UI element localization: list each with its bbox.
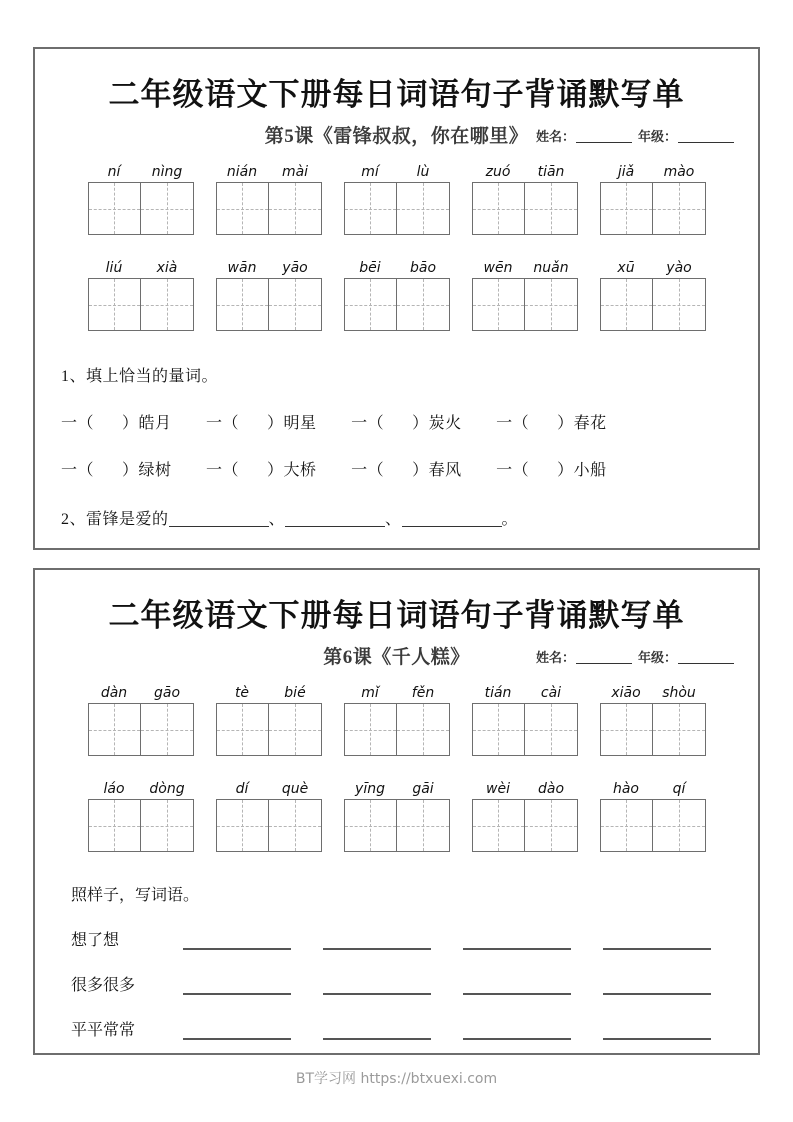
tianzige-cell[interactable] [269,278,322,331]
lesson-title-2: 第6课《千人糕》 [323,647,470,668]
tianzige-cells [472,799,578,852]
tianzige-cell[interactable] [344,278,397,331]
page-title-1: 二年级语文下册每日词语句子背诵默写单 [108,77,685,112]
tianzige-cell[interactable] [216,703,269,756]
word-group [472,684,578,756]
page-title-2: 二年级语文下册每日词语句子背诵默写单 [108,598,685,633]
tianzige-cell[interactable] [472,799,525,852]
pinyin-syllable: bāo [409,260,437,276]
tianzige-cells [472,182,578,235]
write-words-blank[interactable] [323,1022,431,1040]
tianzige-cells [88,703,194,756]
pinyin-pair [600,163,706,182]
pinyin-grid-row [35,259,758,331]
measure-word-item [61,410,172,433]
pinyin-syllable: dào [537,781,565,797]
measure-word-item [496,457,607,480]
name-input-blank-2[interactable] [576,651,632,664]
word-group [216,780,322,852]
pinyin-syllable: nuǎn [533,260,569,276]
write-words-row [61,972,732,995]
write-words-blank[interactable] [323,977,431,995]
write-words-blank[interactable] [463,932,571,950]
pinyin-syllable: láo [103,781,125,797]
tianzige-cell[interactable] [216,182,269,235]
pinyin-pair [344,163,450,182]
write-words-blank[interactable] [463,1022,571,1040]
word-group [600,684,706,756]
student-meta-2 [536,647,740,666]
pinyin-pair [344,780,450,799]
tianzige-cell[interactable] [88,703,141,756]
word-group [216,163,322,235]
lesson-title-1: 第5课《雷锋叔叔，你在哪里》 [264,126,529,147]
exercise-2-blank[interactable] [402,512,502,527]
tianzige-cell[interactable] [653,278,706,331]
tianzige-cell[interactable] [600,799,653,852]
subtitle-row-1 [35,121,758,151]
tianzige-cell[interactable] [653,182,706,235]
tianzige-cell[interactable] [216,278,269,331]
measure-word-item [496,410,607,433]
pinyin-syllable: zuó [485,164,511,180]
tianzige-cells [88,278,194,331]
tianzige-cells [472,703,578,756]
tianzige-cell[interactable] [525,278,578,331]
pinyin-syllable: lù [416,164,430,180]
write-words-blank[interactable] [183,977,291,995]
measure-prefix: 一（ [61,462,95,479]
pinyin-syllable: xiāo [611,685,641,701]
measure-prefix: 一（ [496,462,530,479]
measure-suffix: ）大桥 [267,462,317,479]
measure-suffix: ）春风 [412,462,462,479]
tianzige-cell[interactable] [653,703,706,756]
write-words-blank[interactable] [603,977,711,995]
measure-prefix: 一（ [206,415,240,432]
word-group [472,163,578,235]
write-words-label: 想了想 [71,932,120,949]
tianzige-cell[interactable] [525,182,578,235]
tianzige-cell[interactable] [344,703,397,756]
pinyin-syllable: tè [234,685,250,701]
tianzige-cell[interactable] [269,182,322,235]
student-meta-1 [536,126,740,145]
pinyin-syllable: liú [105,260,123,276]
tianzige-cell[interactable] [88,182,141,235]
pinyin-syllable: fěn [411,685,435,701]
pinyin-syllable: bié [284,685,306,701]
word-group [600,259,706,331]
pinyin-syllable: wēn [483,260,513,276]
pinyin-syllable: yīng [355,781,385,797]
word-group [88,780,194,852]
tianzige-cells [344,182,450,235]
grade-input-blank-2[interactable] [678,651,734,664]
grade-label-1: 年级： [637,129,677,144]
pinyin-pair [88,259,194,278]
tianzige-cell[interactable] [525,703,578,756]
tianzige-cell[interactable] [269,703,322,756]
exercise-section-1 [35,363,758,529]
tianzige-cells [88,182,194,235]
grade-input-blank-1[interactable] [678,130,734,143]
tianzige-cell[interactable] [397,703,450,756]
pinyin-syllable: dàn [100,685,128,701]
tianzige-cells [216,182,322,235]
word-group [216,684,322,756]
word-group [344,163,450,235]
measure-word-row [61,457,732,480]
tianzige-cells [600,182,706,235]
pinyin-syllable: xū [617,260,635,276]
tianzige-cell[interactable] [216,799,269,852]
pinyin-pair [216,163,322,182]
pinyin-syllable: cài [540,685,562,701]
word-group [344,780,450,852]
measure-word-item [61,457,172,480]
tianzige-cell[interactable] [472,182,525,235]
tianzige-cell[interactable] [141,182,194,235]
tianzige-cell[interactable] [600,182,653,235]
measure-suffix: ）春花 [557,415,607,432]
tianzige-cell[interactable] [600,278,653,331]
pinyin-pair [344,684,450,703]
write-words-blank[interactable] [603,932,711,950]
pinyin-syllable: mào [663,164,695,180]
pinyin-syllable: yào [666,260,692,276]
exercise-2-row [61,506,732,529]
exercise-1-heading: 1、填上恰当的量词。 [61,368,219,385]
exercise-2-separator: 、 [268,511,286,528]
footer-watermark: BT学习网 https://btxuexi.com [295,1071,498,1087]
tianzige-cell[interactable] [397,799,450,852]
pinyin-syllable: tián [484,685,512,701]
tianzige-cell[interactable] [472,278,525,331]
exercise-2-separator: 、 [385,511,402,528]
pinyin-syllable: nián [226,164,258,180]
measure-suffix: ）小船 [557,462,607,479]
word-group [600,780,706,852]
write-words-label: 平平常常 [71,1022,136,1039]
measure-word-item [206,457,317,480]
pinyin-pair [344,259,450,278]
tianzige-cell[interactable] [397,182,450,235]
write-words-blank[interactable] [183,932,291,950]
measure-prefix: 一（ [351,462,385,479]
exercise-2-terminator: 。 [501,511,519,528]
pinyin-syllable: ní [107,164,121,180]
tianzige-cell[interactable] [269,799,322,852]
pinyin-syllable: mí [361,164,379,180]
pinyin-syllable: nìng [151,164,183,180]
pinyin-pair [88,163,194,182]
pinyin-pair [472,259,578,278]
tianzige-cells [344,799,450,852]
exercise-2-blank[interactable] [285,512,385,527]
tianzige-cells [216,703,322,756]
pinyin-syllable: yāo [282,260,308,276]
subtitle-row-2 [35,642,758,672]
tianzige-cell[interactable] [88,278,141,331]
word-group [216,259,322,331]
tianzige-cell[interactable] [344,182,397,235]
tianzige-cell[interactable] [141,799,194,852]
pinyin-syllable: mǐ [361,685,379,701]
pinyin-pair [600,780,706,799]
measure-prefix: 一（ [61,415,95,432]
tianzige-cells [344,278,450,331]
pinyin-syllable: xià [156,260,178,276]
word-group [600,163,706,235]
pinyin-syllable: shòu [662,685,696,701]
measure-word-item [351,457,462,480]
measure-prefix: 一（ [496,415,530,432]
pinyin-syllable: jiǎ [617,164,635,180]
tianzige-cells [600,703,706,756]
exercise-section-2 [35,882,758,1040]
tianzige-cell[interactable] [88,799,141,852]
tianzige-cells [216,278,322,331]
word-group [472,259,578,331]
pinyin-pair [88,684,194,703]
pinyin-syllable: wèi [486,781,510,797]
tianzige-cell[interactable] [653,799,706,852]
tianzige-cells [472,278,578,331]
word-group [88,684,194,756]
pinyin-syllable: mài [281,164,309,180]
tianzige-cells [216,799,322,852]
measure-suffix: ）绿树 [122,462,172,479]
tianzige-cell[interactable] [344,799,397,852]
pinyin-syllable: hào [612,781,640,797]
pinyin-syllable: qí [672,781,686,797]
word-group [344,259,450,331]
write-words-label: 很多很多 [71,977,136,994]
write-words-row [61,1017,732,1040]
grade-label-2: 年级： [637,650,677,665]
name-input-blank-1[interactable] [576,130,632,143]
tianzige-cells [88,799,194,852]
pinyin-pair [216,259,322,278]
exercise-2-blank[interactable] [169,512,269,527]
pinyin-syllable: wān [227,260,257,276]
measure-suffix: ）皓月 [122,415,172,432]
worksheet-lesson-6 [33,568,760,1055]
pinyin-syllable: dí [235,781,249,797]
tianzige-cells [344,703,450,756]
write-words-heading: 照样子，写词语。 [71,887,200,904]
pinyin-syllable: dòng [149,781,185,797]
measure-suffix: ）炭火 [412,415,462,432]
word-group [344,684,450,756]
pinyin-grid-row [35,780,758,852]
name-label-1: 姓名： [535,129,575,144]
word-group [88,163,194,235]
pinyin-pair [216,684,322,703]
pinyin-pair [472,780,578,799]
measure-word-row [61,410,732,433]
name-label-2: 姓名： [535,650,575,665]
pinyin-syllable: gāi [412,781,434,797]
tianzige-cell[interactable] [600,703,653,756]
pinyin-grid-row [35,163,758,235]
pinyin-syllable: què [281,781,309,797]
pinyin-pair [88,780,194,799]
write-words-blank[interactable] [603,1022,711,1040]
tianzige-cell[interactable] [472,703,525,756]
pinyin-pair [472,684,578,703]
pinyin-syllable: gāo [153,685,181,701]
tianzige-cells [600,799,706,852]
measure-suffix: ）明星 [267,415,317,432]
pinyin-syllable: tiān [537,164,565,180]
worksheet-lesson-5 [33,47,760,550]
measure-prefix: 一（ [351,415,385,432]
tianzige-cell[interactable] [525,799,578,852]
measure-word-item [206,410,317,433]
measure-prefix: 一（ [206,462,240,479]
pinyin-pair [600,259,706,278]
pinyin-pair [216,780,322,799]
write-words-blank[interactable] [463,977,571,995]
tianzige-cell[interactable] [141,703,194,756]
write-words-row [61,927,732,950]
write-words-blank[interactable] [183,1022,291,1040]
measure-word-item [351,410,462,433]
tianzige-cell[interactable] [141,278,194,331]
exercise-2-lead: 2、雷锋是爱的 [61,511,169,528]
tianzige-cell[interactable] [397,278,450,331]
write-words-blank[interactable] [323,932,431,950]
tianzige-cells [600,278,706,331]
word-group [472,780,578,852]
word-group [88,259,194,331]
pinyin-pair [472,163,578,182]
pinyin-syllable: bēi [359,260,381,276]
pinyin-pair [600,684,706,703]
pinyin-grid-row [35,684,758,756]
